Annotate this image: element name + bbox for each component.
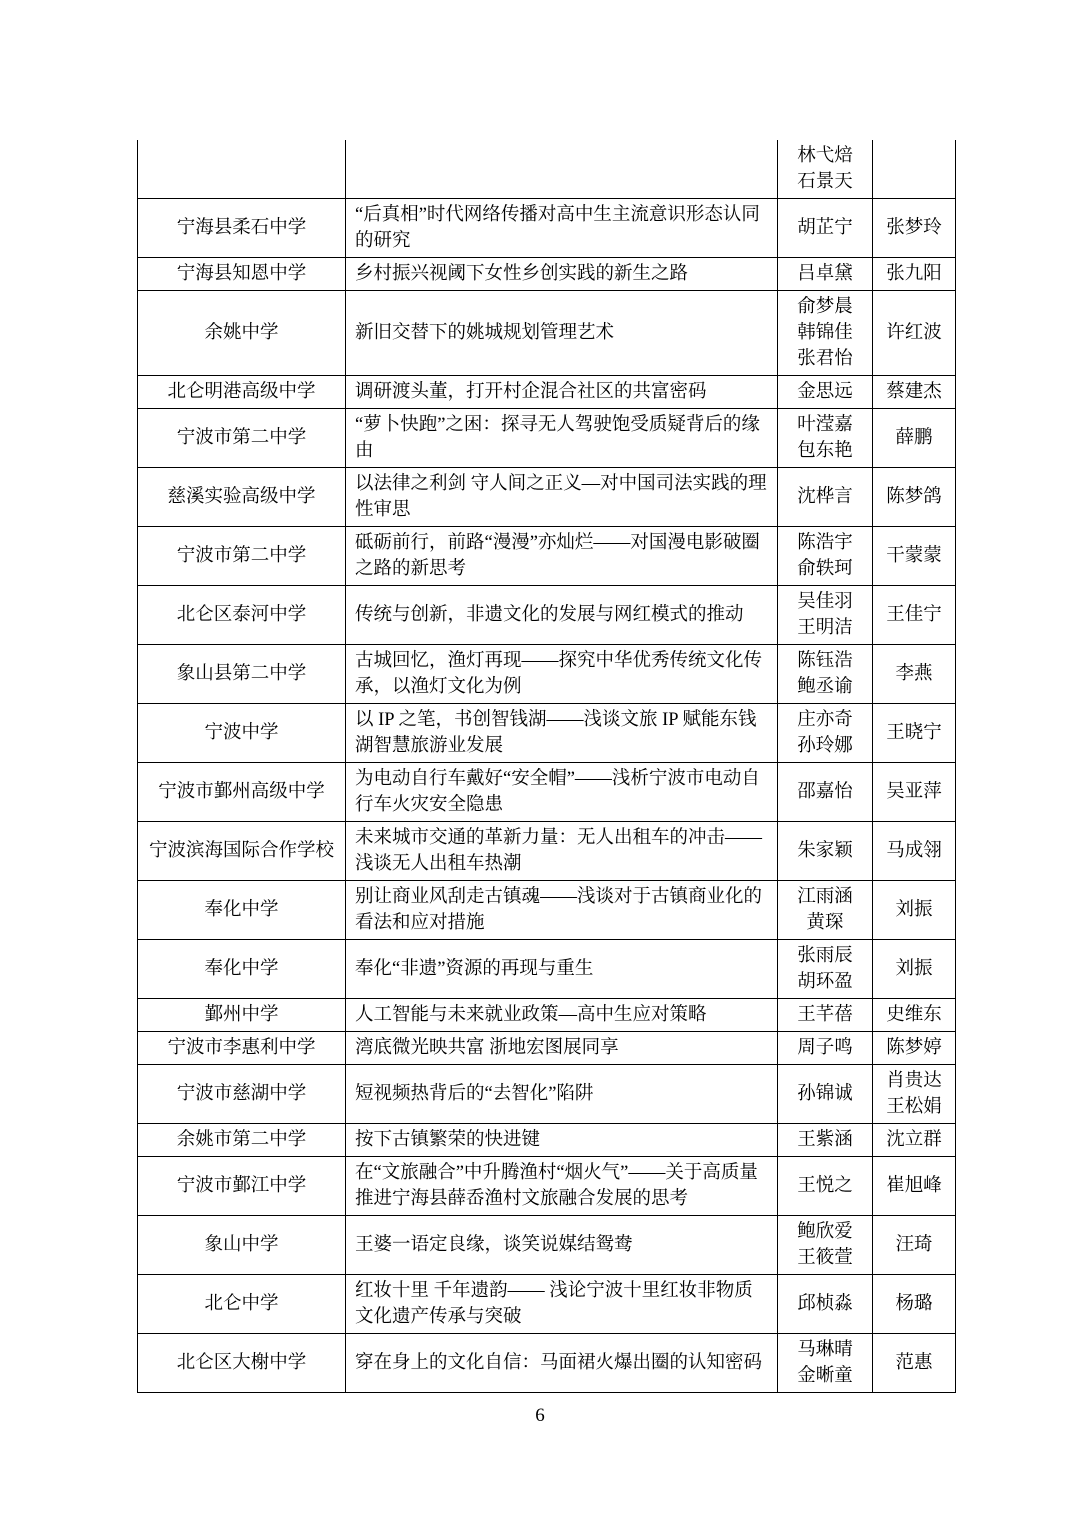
project-title-cell: 在“文旅融合”中升腾渔村“烟火气”——关于高质量推进宁海县薛岙渔村文旅融合发展的思考 bbox=[346, 1157, 778, 1216]
school-cell: 象山中学 bbox=[138, 1216, 346, 1275]
student-name: 吕卓黛 bbox=[797, 264, 853, 284]
project-title-cell: 新旧交替下的姚城规划管理艺术 bbox=[346, 291, 778, 376]
project-title-cell: 奉化“非遗”资源的再现与重生 bbox=[346, 940, 778, 999]
school-cell: 宁海县知恩中学 bbox=[138, 258, 346, 291]
teacher-name: 汪琦 bbox=[895, 1235, 933, 1255]
table-row bbox=[138, 1275, 956, 1334]
teacher-cell bbox=[873, 1275, 956, 1334]
teacher-cell bbox=[873, 1334, 956, 1393]
student-name: 张君怡 bbox=[797, 349, 853, 369]
students-cell bbox=[778, 468, 873, 527]
student-name: 邵嘉怡 bbox=[797, 782, 853, 802]
project-title-cell: 别让商业风刮走古镇魂——浅谈对于古镇商业化的看法和应对措施 bbox=[346, 881, 778, 940]
teacher-cell bbox=[873, 527, 956, 586]
teacher-name: 许红波 bbox=[886, 323, 942, 343]
student-name: 俞轶珂 bbox=[797, 559, 853, 579]
page-number: 6 bbox=[535, 1405, 545, 1426]
teacher-cell bbox=[873, 586, 956, 645]
project-title-cell: 砥砺前行，前路“漫漫”亦灿烂——对国漫电影破圈之路的新思考 bbox=[346, 527, 778, 586]
teacher-name: 王晓宁 bbox=[886, 723, 942, 743]
teacher-name: 吴亚萍 bbox=[886, 782, 942, 802]
table-row bbox=[138, 586, 956, 645]
school-cell bbox=[138, 140, 346, 199]
teacher-cell bbox=[873, 409, 956, 468]
students-cell bbox=[778, 291, 873, 376]
project-title-cell: 短视频热背后的“去智化”陷阱 bbox=[346, 1065, 778, 1124]
project-title-cell: 以 IP 之笔，书创智钱湖——浅谈文旅 IP 赋能东钱湖智慧旅游业发展 bbox=[346, 704, 778, 763]
teacher-cell bbox=[873, 258, 956, 291]
table-row bbox=[138, 376, 956, 409]
table-row bbox=[138, 468, 956, 527]
student-name: 鲍欣爱 bbox=[797, 1222, 853, 1242]
project-title-cell: 为电动自行车戴好“安全帽”——浅析宁波市电动自行车火灾安全隐患 bbox=[346, 763, 778, 822]
table-row bbox=[138, 1216, 956, 1275]
student-name: 韩锦佳 bbox=[797, 323, 853, 343]
students-cell bbox=[778, 1157, 873, 1216]
students-cell bbox=[778, 881, 873, 940]
school-cell: 宁波市第二中学 bbox=[138, 527, 346, 586]
students-cell bbox=[778, 645, 873, 704]
student-name: 胡芷宁 bbox=[797, 218, 853, 238]
student-name: 马琳晴 bbox=[797, 1340, 853, 1360]
student-name: 黄琛 bbox=[806, 913, 844, 933]
students-cell bbox=[778, 199, 873, 258]
teacher-cell bbox=[873, 1032, 956, 1065]
teacher-name: 陈梦婷 bbox=[886, 1038, 942, 1058]
school-cell: 余姚市第二中学 bbox=[138, 1124, 346, 1157]
teacher-name: 张梦玲 bbox=[886, 218, 942, 238]
student-name: 朱家颖 bbox=[797, 841, 853, 861]
school-cell: 慈溪实验高级中学 bbox=[138, 468, 346, 527]
table-row bbox=[138, 1032, 956, 1065]
teacher-name: 崔旭峰 bbox=[886, 1176, 942, 1196]
project-title-cell: 古城回忆，渔灯再现——探究中华优秀传统文化传承，以渔灯文化为例 bbox=[346, 645, 778, 704]
teacher-name: 李燕 bbox=[895, 664, 933, 684]
teacher-name: 沈立群 bbox=[886, 1130, 942, 1150]
school-cell: 宁海县柔石中学 bbox=[138, 199, 346, 258]
students-cell bbox=[778, 704, 873, 763]
students-cell bbox=[778, 822, 873, 881]
teacher-name: 范惠 bbox=[895, 1353, 933, 1373]
teacher-cell bbox=[873, 468, 956, 527]
school-cell: 宁波市鄞州高级中学 bbox=[138, 763, 346, 822]
students-cell bbox=[778, 999, 873, 1032]
projects-table bbox=[137, 140, 956, 1393]
teacher-name: 干蒙蒙 bbox=[886, 546, 942, 566]
teacher-name: 王松娟 bbox=[886, 1097, 942, 1117]
table-row bbox=[138, 527, 956, 586]
teacher-cell bbox=[873, 822, 956, 881]
table-row bbox=[138, 704, 956, 763]
teacher-cell bbox=[873, 940, 956, 999]
project-title-cell: 以法律之利剑 守人间之正义—对中国司法实践的理性审思 bbox=[346, 468, 778, 527]
students-cell bbox=[778, 409, 873, 468]
project-title-cell: 未来城市交通的革新力量：无人出租车的冲击——浅谈无人出租车热潮 bbox=[346, 822, 778, 881]
project-title-cell: “萝卜快跑”之困：探寻无人驾驶饱受质疑背后的缘由 bbox=[346, 409, 778, 468]
student-name: 沈桦言 bbox=[797, 487, 853, 507]
students-cell bbox=[778, 940, 873, 999]
school-cell: 北仑区泰河中学 bbox=[138, 586, 346, 645]
teacher-name: 刘振 bbox=[895, 900, 933, 920]
student-name: 王紫涵 bbox=[797, 1130, 853, 1150]
table-row bbox=[138, 140, 956, 199]
student-name: 邱桢淼 bbox=[797, 1294, 853, 1314]
table-row bbox=[138, 645, 956, 704]
table-row bbox=[138, 881, 956, 940]
table-row bbox=[138, 999, 956, 1032]
student-name: 王明洁 bbox=[797, 618, 853, 638]
teacher-name: 薛鹏 bbox=[895, 428, 933, 448]
student-name: 金晰童 bbox=[797, 1366, 853, 1386]
teacher-cell bbox=[873, 645, 956, 704]
teacher-cell bbox=[873, 1157, 956, 1216]
project-title-cell: 王婆一语定良缘，谈笑说媒结鸳鸯 bbox=[346, 1216, 778, 1275]
school-cell: 宁波滨海国际合作学校 bbox=[138, 822, 346, 881]
students-cell bbox=[778, 1124, 873, 1157]
student-name: 江雨涵 bbox=[797, 887, 853, 907]
student-name: 金思远 bbox=[797, 382, 853, 402]
student-name: 孙玲娜 bbox=[797, 736, 853, 756]
project-title-cell: 红妆十里 千年遗韵—— 浅论宁波十里红妆非物质文化遗产传承与突破 bbox=[346, 1275, 778, 1334]
students-cell bbox=[778, 586, 873, 645]
teacher-name: 马成翎 bbox=[886, 841, 942, 861]
teacher-cell bbox=[873, 999, 956, 1032]
school-cell: 象山县第二中学 bbox=[138, 645, 346, 704]
student-name: 吴佳羽 bbox=[797, 592, 853, 612]
students-cell bbox=[778, 1334, 873, 1393]
project-title-cell: 按下古镇繁荣的快进键 bbox=[346, 1124, 778, 1157]
students-cell bbox=[778, 763, 873, 822]
school-cell: 北仑中学 bbox=[138, 1275, 346, 1334]
student-name: 王筱萱 bbox=[797, 1248, 853, 1268]
students-cell bbox=[778, 258, 873, 291]
teacher-cell bbox=[873, 140, 956, 199]
project-title-cell bbox=[346, 140, 778, 199]
student-name: 周子鸣 bbox=[797, 1038, 853, 1058]
student-name: 庄亦奇 bbox=[797, 710, 853, 730]
student-name: 张雨辰 bbox=[797, 946, 853, 966]
student-name: 包东艳 bbox=[797, 441, 853, 461]
teacher-cell bbox=[873, 1216, 956, 1275]
school-cell: 北仑明港高级中学 bbox=[138, 376, 346, 409]
table-row bbox=[138, 763, 956, 822]
school-cell: 宁波中学 bbox=[138, 704, 346, 763]
project-title-cell: 乡村振兴视阈下女性乡创实践的新生之路 bbox=[346, 258, 778, 291]
student-name: 鲍丞谕 bbox=[797, 677, 853, 697]
students-cell bbox=[778, 1216, 873, 1275]
table-row bbox=[138, 291, 956, 376]
teacher-cell bbox=[873, 291, 956, 376]
project-title-cell: 传统与创新，非遗文化的发展与网红模式的推动 bbox=[346, 586, 778, 645]
teacher-name: 蔡建杰 bbox=[886, 382, 942, 402]
students-cell bbox=[778, 1275, 873, 1334]
students-cell bbox=[778, 527, 873, 586]
table-row bbox=[138, 940, 956, 999]
students-cell bbox=[778, 376, 873, 409]
school-cell: 余姚中学 bbox=[138, 291, 346, 376]
table-row bbox=[138, 1065, 956, 1124]
teacher-name: 陈梦鸽 bbox=[886, 487, 942, 507]
student-name: 王悦之 bbox=[797, 1176, 853, 1196]
teacher-cell bbox=[873, 1065, 956, 1124]
project-title-cell: “后真相”时代网络传播对高中生主流意识形态认同的研究 bbox=[346, 199, 778, 258]
table-row bbox=[138, 258, 956, 291]
teacher-name: 刘振 bbox=[895, 959, 933, 979]
school-cell: 宁波市李惠利中学 bbox=[138, 1032, 346, 1065]
teacher-name: 王佳宁 bbox=[886, 605, 942, 625]
student-name: 陈浩宇 bbox=[797, 533, 853, 553]
table-row bbox=[138, 822, 956, 881]
project-title-cell: 人工智能与未来就业政策—高中生应对策略 bbox=[346, 999, 778, 1032]
teacher-cell bbox=[873, 376, 956, 409]
project-title-cell: 调研渡头董，打开村企混合社区的共富密码 bbox=[346, 376, 778, 409]
student-name: 叶滢嘉 bbox=[797, 415, 853, 435]
table-row bbox=[138, 1334, 956, 1393]
table-row bbox=[138, 199, 956, 258]
teacher-cell bbox=[873, 1124, 956, 1157]
school-cell: 鄞州中学 bbox=[138, 999, 346, 1032]
student-name: 王芊蓓 bbox=[797, 1005, 853, 1025]
table-row bbox=[138, 1157, 956, 1216]
school-cell: 奉化中学 bbox=[138, 881, 346, 940]
student-name: 孙锦诚 bbox=[797, 1084, 853, 1104]
students-cell bbox=[778, 140, 873, 199]
students-cell bbox=[778, 1065, 873, 1124]
teacher-cell bbox=[873, 763, 956, 822]
student-name: 胡环盈 bbox=[797, 972, 853, 992]
teacher-cell bbox=[873, 881, 956, 940]
student-name: 陈钰浩 bbox=[797, 651, 853, 671]
teacher-cell bbox=[873, 199, 956, 258]
teacher-name: 杨璐 bbox=[895, 1294, 933, 1314]
school-cell: 宁波市慈湖中学 bbox=[138, 1065, 346, 1124]
project-title-cell: 湾底微光映共富 浙地宏图展同享 bbox=[346, 1032, 778, 1065]
student-name: 石景天 bbox=[797, 172, 853, 192]
school-cell: 北仑区大榭中学 bbox=[138, 1334, 346, 1393]
teacher-name: 史维东 bbox=[886, 1005, 942, 1025]
school-cell: 宁波市鄞江中学 bbox=[138, 1157, 346, 1216]
teacher-name: 肖贵达 bbox=[886, 1071, 942, 1091]
student-name: 俞梦晨 bbox=[797, 297, 853, 317]
school-cell: 宁波市第二中学 bbox=[138, 409, 346, 468]
table-row bbox=[138, 409, 956, 468]
teacher-cell bbox=[873, 704, 956, 763]
projects-table-body bbox=[138, 140, 956, 1393]
students-cell bbox=[778, 1032, 873, 1065]
table-row bbox=[138, 1124, 956, 1157]
student-name: 林弋焙 bbox=[797, 146, 853, 166]
school-cell: 奉化中学 bbox=[138, 940, 346, 999]
teacher-name: 张九阳 bbox=[886, 264, 942, 284]
project-title-cell: 穿在身上的文化自信：马面裙火爆出圈的认知密码 bbox=[346, 1334, 778, 1393]
